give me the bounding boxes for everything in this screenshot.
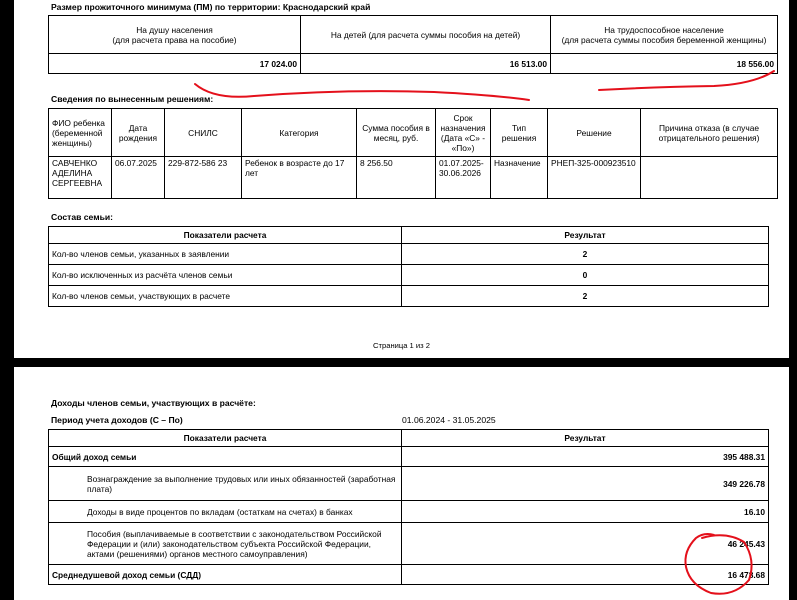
decision-number: РНЕП-325-000923510 (548, 157, 641, 199)
table-row (49, 286, 769, 307)
pm-header-working: На трудоспособное население (для расчета суммы пособия беременной женщины) (551, 16, 778, 54)
table-row (49, 523, 769, 565)
family-row-value: 2 (402, 244, 769, 265)
income-title: Доходы членов семьи, участвующих в расчёте: (51, 398, 256, 408)
family-title: Состав семьи: (51, 212, 114, 222)
table-row (49, 244, 769, 265)
table-row (49, 157, 778, 199)
decision-type: Назначение (491, 157, 548, 199)
income-header-indicator: Показатели расчета (49, 430, 402, 447)
table-row (49, 447, 769, 467)
period-label: Период учета доходов (С – По) (51, 415, 183, 425)
pm-title: Размер прожиточного минимума (ПМ) по территории: Краснодарский край (51, 2, 371, 12)
family-table (48, 226, 769, 307)
income-benefits-value: 46 245.43 (402, 523, 769, 565)
pm-value-per-capita: 17 024.00 (49, 54, 301, 74)
family-row-label: Кол-во членов семьи, участвующих в расчете (49, 286, 402, 307)
decisions-header-category: Категория (242, 109, 357, 157)
pm-table (48, 15, 778, 74)
family-row-label: Кол-во членов семьи, указанных в заявлении (49, 244, 402, 265)
family-row-value: 0 (402, 265, 769, 286)
decisions-header-name: ФИО ребенка (беременной женщины) (49, 109, 112, 157)
decisions-header-type: Тип решения (491, 109, 548, 157)
decision-category: Ребенок в возрасте до 17 лет (242, 157, 357, 199)
family-header-indicator: Показатели расчета (49, 227, 402, 244)
decisions-title: Сведения по вынесенным решениям: (51, 94, 214, 104)
income-header-result: Результат (402, 430, 769, 447)
income-interest-label: Доходы в виде процентов по вкладам (остаткам на счетах) в банках (49, 501, 402, 523)
family-row-value: 2 (402, 286, 769, 307)
decision-amount: 8 256.50 (357, 157, 436, 199)
decision-birthdate: 06.07.2025 (112, 157, 165, 199)
income-average-value: 16 478.68 (402, 565, 769, 585)
table-row (49, 501, 769, 523)
decisions-header-amount: Сумма пособия в месяц, руб. (357, 109, 436, 157)
income-salary-value: 349 226.78 (402, 467, 769, 501)
income-interest-value: 16.10 (402, 501, 769, 523)
income-table (48, 429, 769, 585)
family-header-result: Результат (402, 227, 769, 244)
income-salary-label: Вознаграждение за выполнение трудовых или иных обязанностей (заработная плата) (49, 467, 402, 501)
decision-child-name: САВЧЕНКО АДЕЛИНА СЕРГЕЕВНА (49, 157, 112, 199)
pm-value-children: 16 513.00 (301, 54, 551, 74)
pm-header-per-capita: На душу населения (для расчета права на пособие) (49, 16, 301, 54)
page-footer: Страница 1 из 2 (373, 341, 430, 350)
document-page-1 (14, 0, 789, 358)
decisions-header-period: Срок назначения (Дата «С» - «По») (436, 109, 491, 157)
decisions-table (48, 108, 778, 199)
decisions-header-decision: Решение (548, 109, 641, 157)
decision-snils: 229-872-586 23 (165, 157, 242, 199)
pm-value-working: 18 556.00 (551, 54, 778, 74)
red-underline-middle (195, 84, 529, 100)
decisions-header-snils: СНИЛС (165, 109, 242, 157)
income-total-value: 395 488.31 (402, 447, 769, 467)
income-average-label: Среднедушевой доход семьи (СДД) (49, 565, 402, 585)
decision-refusal (641, 157, 778, 199)
period-value: 01.06.2024 - 31.05.2025 (402, 415, 496, 425)
pm-header-children: На детей (для расчета суммы пособия на детей) (301, 16, 551, 54)
decisions-header-refusal: Причина отказа (в случае отрицательного решения) (641, 109, 778, 157)
income-total-label: Общий доход семьи (49, 447, 402, 467)
decision-period: 01.07.2025-30.06.2026 (436, 157, 491, 199)
income-benefits-label: Пособия (выплачиваемые в соответствии с законодательством Российской Федерации и (или) законодательством субъекта Российской Федерации, актами (решениями) органов местного самоуправления) (49, 523, 402, 565)
decisions-header-birthdate: Дата рождения (112, 109, 165, 157)
family-row-label: Кол-во исключенных из расчёта членов семьи (49, 265, 402, 286)
table-row (49, 467, 769, 501)
document-page-2 (14, 367, 789, 600)
table-row (49, 265, 769, 286)
table-row (49, 565, 769, 585)
